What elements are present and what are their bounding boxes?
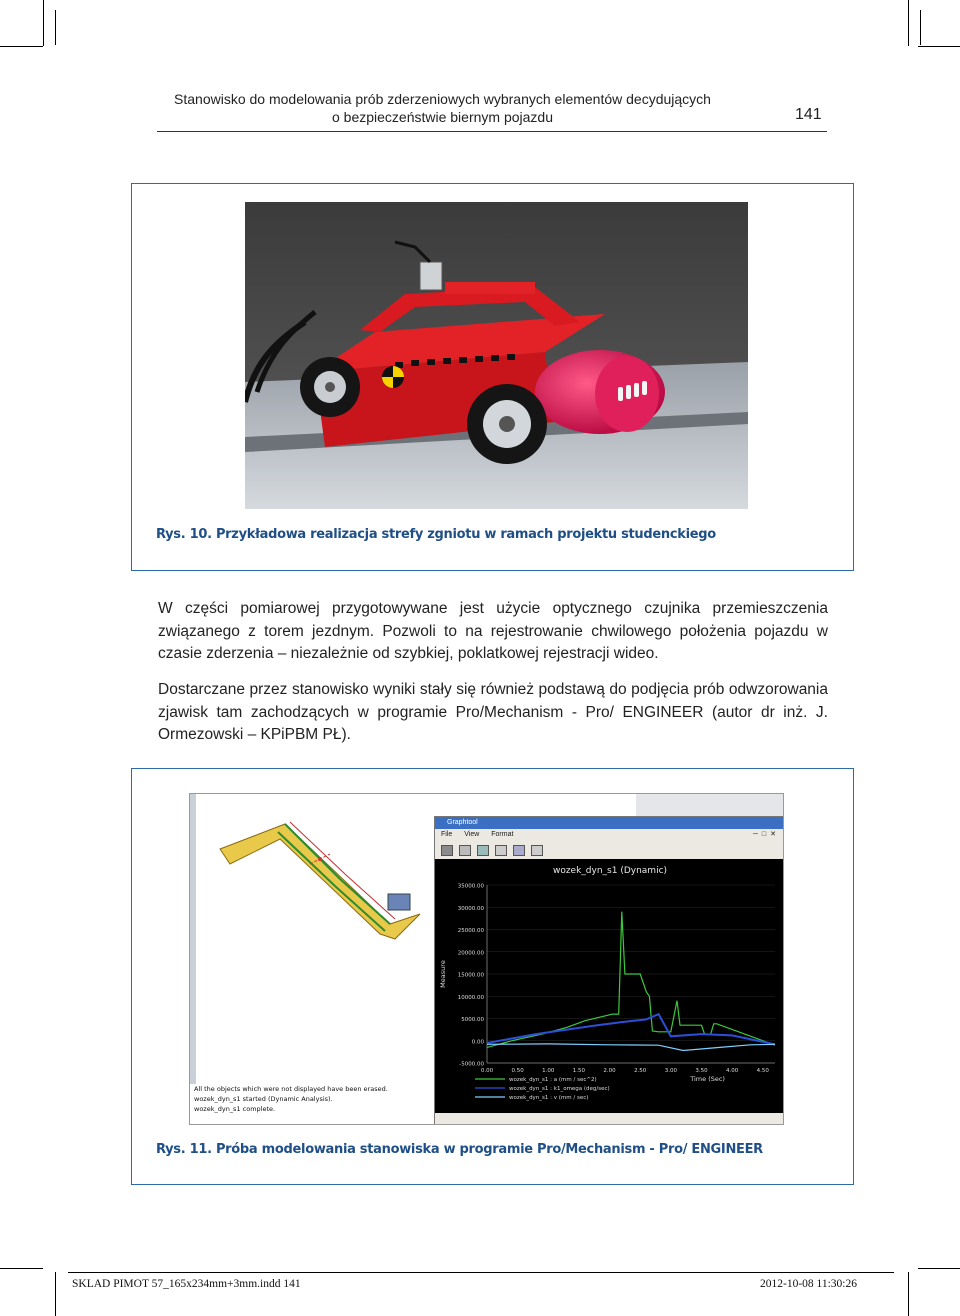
print-icon[interactable] <box>441 845 453 856</box>
legend-label: wozek_dyn_s1 : v (mm / sec) <box>509 1095 589 1101</box>
menu-file[interactable]: File <box>441 831 453 838</box>
message-line: wozek_dyn_s1 complete. <box>194 1105 276 1113</box>
y-tick-label: 25000.00 <box>457 928 484 934</box>
window-controls[interactable]: ─□✕ <box>752 831 780 838</box>
cad-model-view <box>190 794 440 1084</box>
window-title: Graphtool <box>447 819 478 826</box>
page-number: 141 <box>795 106 822 123</box>
crop-mark <box>918 46 960 47</box>
x-tick-label: 4.00 <box>725 1068 739 1074</box>
y-tick-label: 10000.00 <box>457 994 484 1001</box>
figure-2-frame <box>131 768 854 1185</box>
export-icon[interactable] <box>531 845 543 856</box>
x-tick-label: 1.00 <box>542 1068 555 1074</box>
y-tick-label: 5000.00 <box>461 1017 484 1023</box>
y-axis-label: Measure <box>439 960 447 988</box>
legend-label: wozek_dyn_s1 : a (mm / sec^2) <box>509 1077 597 1083</box>
paragraph-2: Dostarczane przez stanowisko wyniki stały się również podstawą do podjęcia prób odwzorowania zjawisk tam zachodzących w programie Pro/Mechanism - Pro/ ENGINEER (autor dr inż. J. Ormezowski – KPiPBM PŁ). <box>158 681 828 743</box>
crop-mark <box>43 0 44 46</box>
x-tick-label: 2.00 <box>603 1068 616 1074</box>
crop-mark <box>55 1272 56 1316</box>
y-tick-label: 20000.00 <box>457 950 484 957</box>
figure-1-frame <box>131 183 854 571</box>
grid-icon[interactable] <box>459 845 471 856</box>
y-tick-label: 35000.00 <box>457 883 484 890</box>
side-toolbar <box>636 794 783 817</box>
y-tick-label: 0.00 <box>471 1039 484 1046</box>
menu-bar <box>435 829 784 841</box>
message-line: wozek_dyn_s1 started (Dynamic Analysis). <box>194 1095 333 1103</box>
legend-label: wozek_dyn_s1 : k1_omega (deg/sec) <box>509 1086 610 1092</box>
crop-mark <box>908 0 909 46</box>
graph-plot <box>435 859 784 1113</box>
message-line: All the objects which were not displayed have been erased. <box>194 1085 388 1093</box>
crop-mark <box>908 1272 909 1316</box>
header-line-2: o bezpieczeństwie biernym pojazdu <box>331 109 553 125</box>
y-tick-label: 15000.00 <box>457 972 484 979</box>
footer-filename: SKLAD PIMOT 57_165x234mm+3mm.indd 141 <box>72 1278 301 1290</box>
window-titlebar <box>435 817 784 829</box>
figure-2-caption: Rys. 11. Próba modelowania stanowiska w programie Pro/Mechanism - Pro/ ENGINEER <box>156 1142 763 1157</box>
figure-1-caption: Rys. 10. Przykładowa realizacja strefy zgniotu w ramach projektu studenckiego <box>156 527 716 542</box>
chart-title: wozek_dyn_s1 (Dynamic) <box>552 866 668 876</box>
graph-toolbar <box>435 841 784 859</box>
x-tick-label: 3.00 <box>664 1068 677 1074</box>
paragraph-1: W części pomiarowej przygotowywane jest użycie optycznego czujnika przemieszczenia związanego z torem jezdnym. Pozwoli to na rejestrowanie chwilowego położenia pojazdu w czasie zderzenia – niezależnie od szybkiej, poklatkowej rejestracji wideo. <box>158 600 828 662</box>
refresh-icon[interactable] <box>495 845 507 856</box>
x-tick-label: 0.00 <box>480 1068 494 1074</box>
message-area <box>194 1084 439 1114</box>
screenshot <box>189 793 784 1125</box>
x-tick-label: 1.50 <box>572 1068 586 1074</box>
crop-mark <box>55 10 56 45</box>
footer-timestamp: 2012-10-08 11:30:26 <box>760 1278 857 1290</box>
x-tick-label: 4.50 <box>756 1068 769 1074</box>
x-tick-label: 0.50 <box>511 1068 524 1074</box>
footer-rule <box>68 1272 894 1273</box>
crop-mark <box>920 10 921 45</box>
menu-view[interactable]: View <box>464 831 480 838</box>
menu-format[interactable]: Format <box>491 831 514 838</box>
crop-mark <box>918 1268 960 1269</box>
fit-icon[interactable] <box>513 845 525 856</box>
crash-cart-photo <box>245 202 748 509</box>
x-axis-label: Time (Sec) <box>690 1075 725 1083</box>
y-tick-label: -5000.00 <box>459 1061 484 1068</box>
zoom-icon[interactable] <box>477 845 489 856</box>
running-header <box>150 90 735 126</box>
graphtool-window <box>434 816 784 1125</box>
header-line-1: Stanowisko do modelowania prób zderzeniowych wybranych elementów decydujących <box>174 91 711 107</box>
y-tick-label: 30000.00 <box>457 905 484 912</box>
crop-mark <box>0 46 43 47</box>
crop-mark <box>0 1268 43 1269</box>
x-tick-label: 3.50 <box>695 1068 708 1074</box>
header-rule <box>157 131 827 132</box>
x-tick-label: 2.50 <box>634 1068 647 1074</box>
